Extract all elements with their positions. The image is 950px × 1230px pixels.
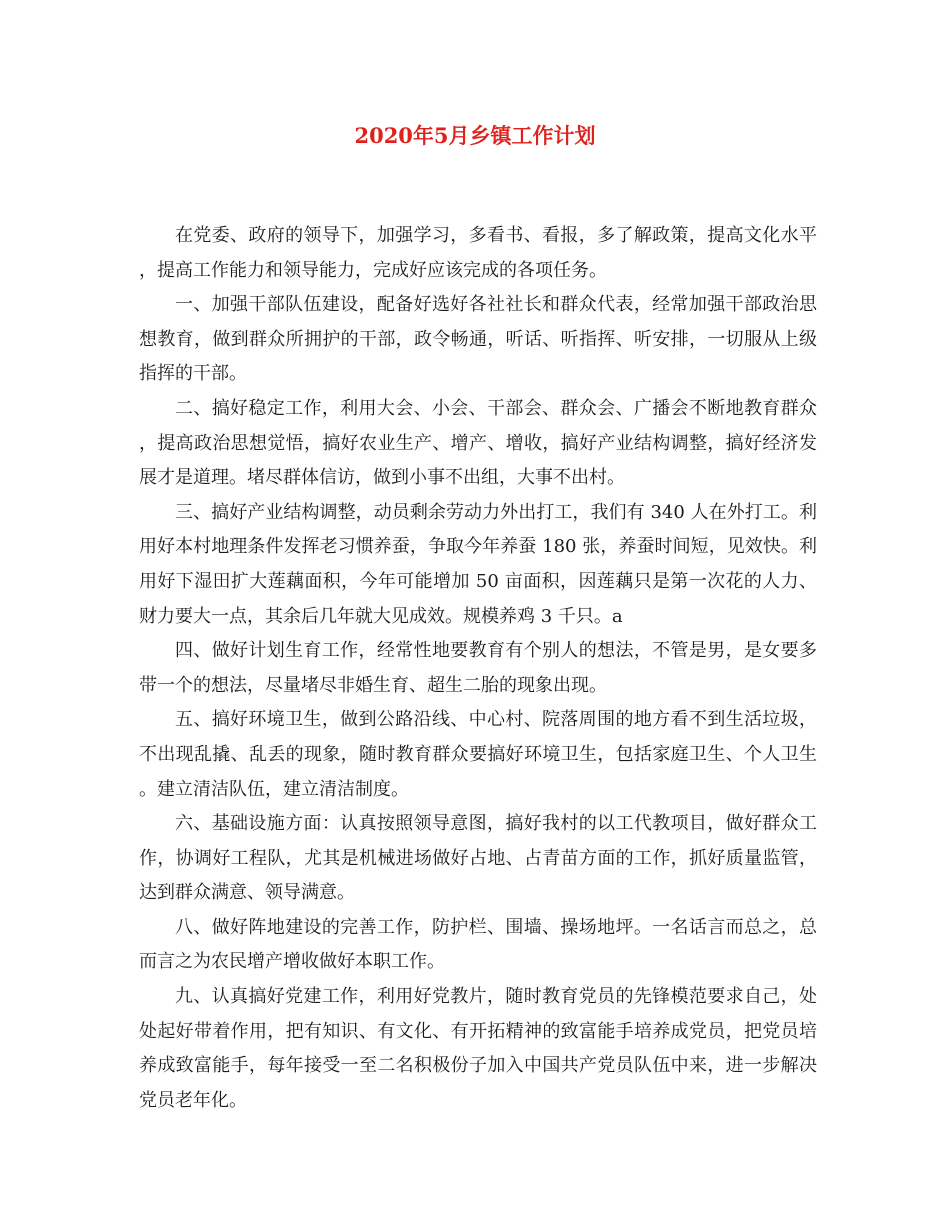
paragraph-infrastructure: 六、基础设施方面：认真按照领导意图，搞好我村的以工代教项目，做好群众工作，协调好工程队，尤其是机械进场做好占地、占青苗方面的工作，抓好质量监管，达到群众满意、领导满意。 xyxy=(139,813,817,904)
document-title: 2020年5月乡镇工作计划 xyxy=(354,123,596,148)
paragraph-family-planning: 四、做好计划生育工作，经常性地要教育有个别人的想法，不管是男，是女要多带一个的想法，尽量堵尽非婚生育、超生二胎的现象出现。 xyxy=(139,640,817,696)
paragraph-stability: 二、搞好稳定工作，利用大会、小会、干部会、群众会、广播会不断地教育群众，提高政治思想觉悟，搞好农业生产、增产、增收，搞好产业结构调整，搞好经济发展才是道理。堵尽群体信访，做到小事不出组，大事不出村。 xyxy=(139,397,817,489)
paragraph-facilities: 八、做好阵地建设的完善工作，防护栏、围墙、操场地坪。一名话言而总之，总而言之为农民增产增收做好本职工作。 xyxy=(139,916,817,973)
paragraph-party-building: 九、认真搞好党建工作，利用好党教片，随时教育党员的先锋模范要求自己，处处起好带着作用，把有知识、有文化、有开拓精神的致富能手培养成党员，把党员培养成致富能手，每年接受一至二名积极份子加入中国共产党员队伍中来，进一步解决党员老年化。 xyxy=(139,986,817,1111)
paragraph-industry-structure: 三、搞好产业结构调整，动员剩余劳动力外出打工，我们有 340 人在外打工。利用好本村地理条件发挥老习惯养蚕，争取今年养蚕 180 张，养蚕时间短，见效快。利用好下湿田扩大莲藕面积，今年可能增加 50 亩面积，因莲藕只是第一次花的人力、财力要大一点，其余后几年就大见成效。规模养鸡 3 千只。a xyxy=(139,501,817,627)
document-body xyxy=(139,219,817,1118)
paragraph-cadre-building: 一、加强干部队伍建设，配备好选好各社社长和群众代表，经常加强干部政治思想教育，做到群众所拥护的干部，政令畅通，听话、听指挥、听安排，一切服从上级指挥的干部。 xyxy=(139,294,817,385)
paragraph-environment: 五、搞好环境卫生，做到公路沿线、中心村、院落周围的地方看不到生活垃圾，不出现乱撬、乱丢的现象，随时教育群众要搞好环境卫生，包括家庭卫生、个人卫生。建立清洁队伍，建立清洁制度。 xyxy=(139,709,817,800)
paragraph-intro: 在党委、政府的领导下，加强学习，多看书、看报，多了解政策，提高文化水平，提高工作能力和领导能力，完成好应该完成的各项任务。 xyxy=(139,225,817,281)
